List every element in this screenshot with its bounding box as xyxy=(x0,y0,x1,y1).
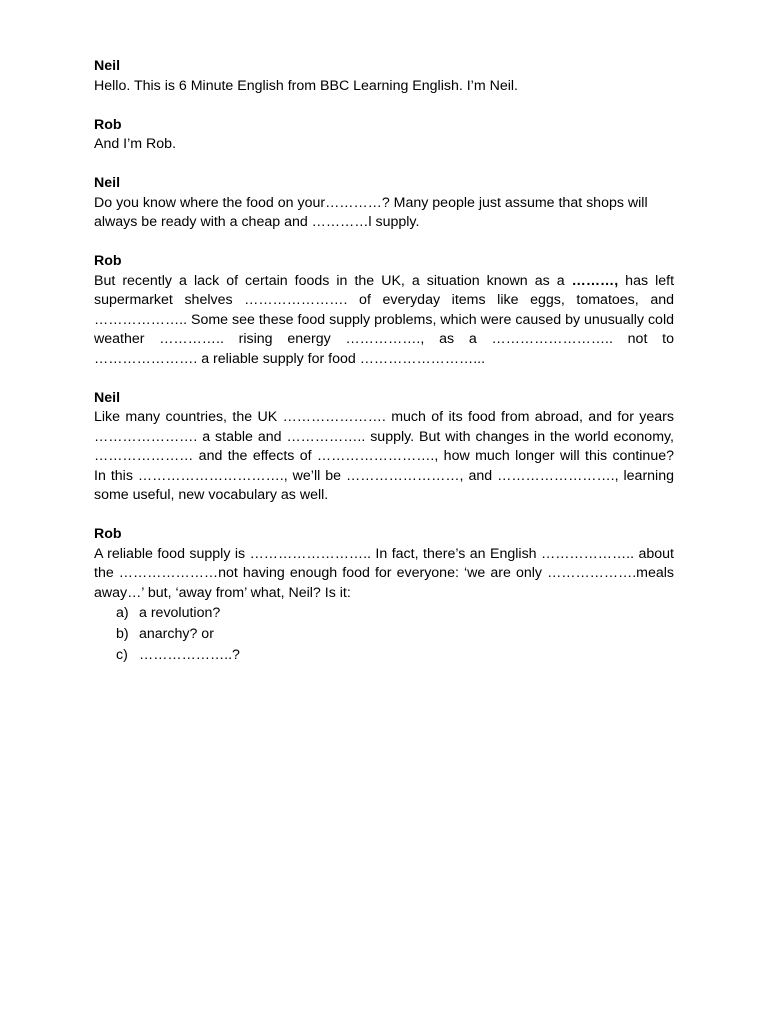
dialogue-turn xyxy=(94,525,674,666)
speaker-name: Neil xyxy=(94,389,121,406)
speech-text: Do you know where the food on your…………? Many people just assume that shops will always be ready with a cheap and …………l supply. xyxy=(94,194,648,230)
option-letter: c) xyxy=(116,647,128,663)
option-text: ………………..? xyxy=(139,647,240,663)
speech-text-part: has left supermarket shelves …………………. of everyday items like eggs, tomatoes, and ……………….. Some see these food supply problems, which were caused by unusually cold weather ………….. rising energy ……………., as a …………………….. not to …………………. a reliable supply for food ……………………... xyxy=(94,272,675,367)
speaker-name: Rob xyxy=(94,253,122,269)
option-letter: b) xyxy=(116,626,129,642)
dialogue-turn xyxy=(94,389,674,506)
speech-text xyxy=(94,272,674,370)
bold-blank: ………, xyxy=(571,272,619,289)
speech-text: Hello. This is 6 Minute English from BBC Learning English. I’m Neil. xyxy=(94,77,518,94)
speaker-name: Neil xyxy=(94,58,121,74)
speech-text: And I’m Rob. xyxy=(94,136,177,152)
quiz-option xyxy=(116,645,674,666)
option-text: a revolution? xyxy=(139,605,221,621)
dialogue-turn xyxy=(94,116,674,155)
speech-text-part: But recently a lack of certain foods in the UK, a situation known as a xyxy=(94,272,572,289)
option-text: anarchy? or xyxy=(139,626,214,642)
quiz-option xyxy=(116,603,674,624)
speaker-name: Neil xyxy=(94,175,121,191)
speaker-name: Rob xyxy=(94,526,122,542)
quiz-option xyxy=(116,624,674,645)
transcript xyxy=(94,57,674,686)
dialogue-turn xyxy=(94,57,674,96)
quiz-options xyxy=(94,603,674,666)
speaker-name: Rob xyxy=(94,116,122,133)
speech-text: Like many countries, the UK …………………. much of its food from abroad, and for years …………………. a stable and …………….. supply. But with changes in the world economy, ………………… and the effects of ……………………., how much longer will this continue? In this …………………………., we’ll be ……………………, and ……………………., learning some useful, new vocabulary as well. xyxy=(94,409,674,503)
option-letter: a) xyxy=(116,605,129,621)
speech-text: A reliable food supply is …………………….. In fact, there’s an English ……………….. about the …………………not having enough food for everyone: ‘we are only ……………….meals away…’ but, ‘away from’ what, Neil? Is it: xyxy=(94,545,674,601)
dialogue-turn xyxy=(94,174,674,233)
dialogue-turn xyxy=(94,252,674,369)
